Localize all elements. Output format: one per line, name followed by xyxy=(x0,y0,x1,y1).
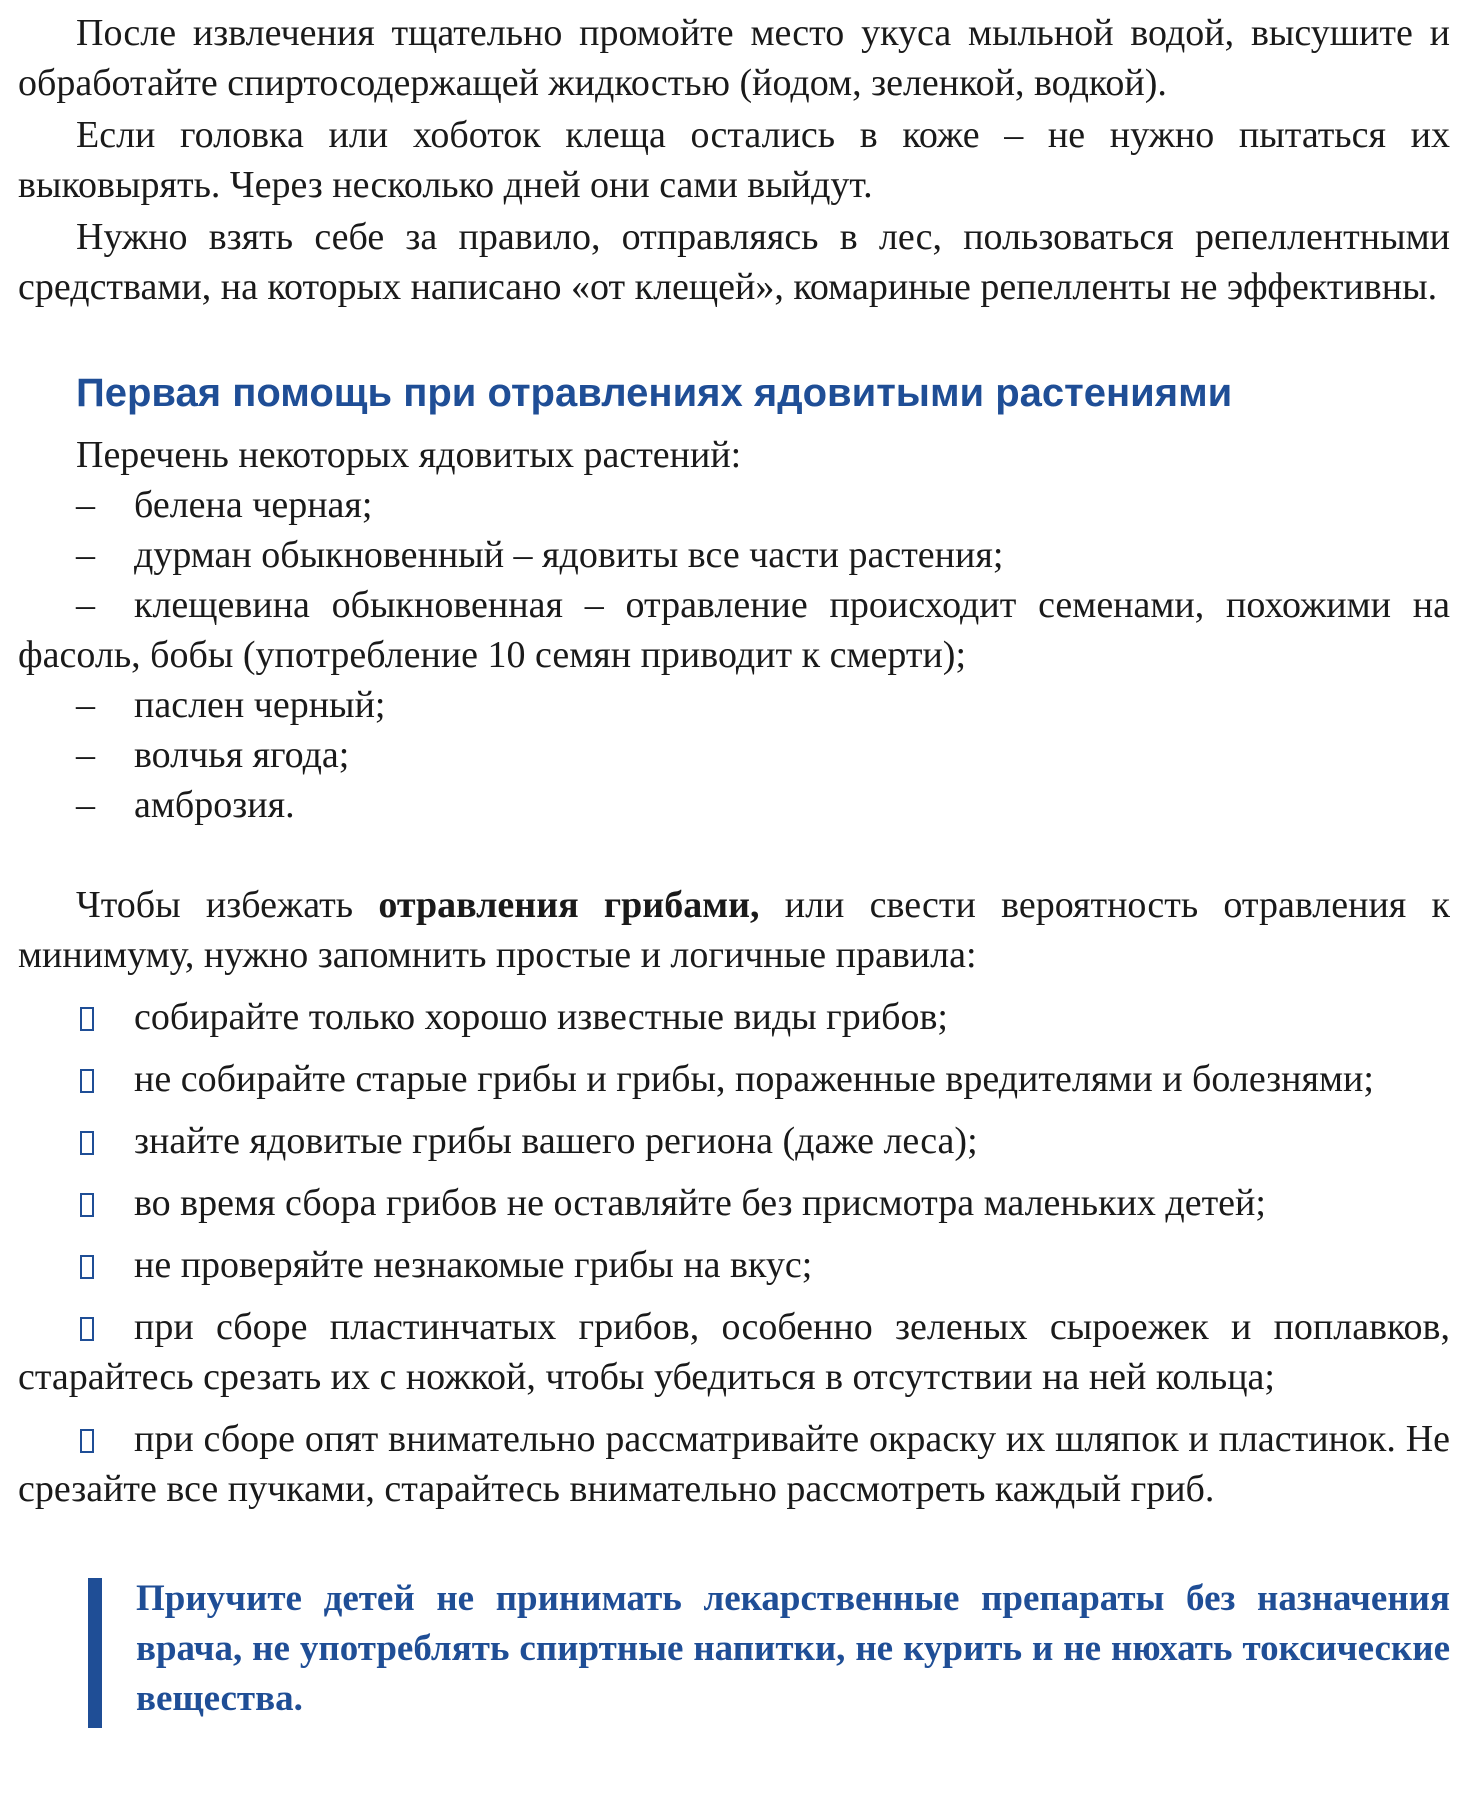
document-page xyxy=(18,8,1450,1724)
square-bullet-icon xyxy=(80,1007,94,1031)
plant-text: клещевина обыкновенная – отравление происходит семенами, похожими на фасоль, бобы (употребление 10 семян приводит к смерти); xyxy=(18,584,1450,676)
list-item xyxy=(18,730,1450,780)
rule-text: во время сбора грибов не оставляйте без присмотра маленьких детей; xyxy=(134,1182,1266,1224)
list-item xyxy=(18,1302,1450,1402)
paragraph-tick-head: Если головка или хоботок клеща остались в коже – не нужно пытаться их выковырять. Через несколько дней они сами выйдут. xyxy=(18,114,1450,206)
plant-text: амброзия. xyxy=(134,784,295,826)
square-bullet-icon xyxy=(80,1069,94,1093)
intro-text-before: Чтобы избежать xyxy=(76,884,379,926)
intro-text-bold: отравления грибами, xyxy=(378,884,760,926)
rule-text: знайте ядовитые грибы вашего региона (даже леса); xyxy=(134,1120,978,1162)
square-bullet-icon xyxy=(80,1317,94,1341)
list-item xyxy=(18,480,1450,530)
list-item xyxy=(18,992,1450,1042)
callout-text: Приучите детей не принимать лекарственные препараты без назначения врача, не употреблять спиртные напитки, не курить и не нюхать токсические вещества. xyxy=(136,1578,1450,1719)
plant-text: паслен черный; xyxy=(134,684,386,726)
square-bullet-icon xyxy=(80,1255,94,1279)
square-bullet-icon xyxy=(80,1429,94,1453)
list-item xyxy=(18,1414,1450,1514)
rule-text: при сборе опят внимательно рассматривайте окраску их шляпок и пластинок. Не срезайте все пучками, старайтесь внимательно рассмотреть каждый гриб. xyxy=(18,1418,1450,1510)
paragraph-repellents: Нужно взять себе за правило, отправляясь в лес, пользоваться репеллентными средствами, на которых написано «от клещей», комариные репелленты не эффективны. xyxy=(18,216,1450,308)
square-bullet-icon xyxy=(80,1193,94,1217)
list-item xyxy=(18,580,1450,680)
dash-marker: – xyxy=(76,734,95,776)
rule-text: при сборе пластинчатых грибов, особенно зеленых сыроежек и поплавков, старайтесь срезать их с ножкой, чтобы убедиться в отсутствии на ней кольца; xyxy=(18,1306,1450,1398)
dash-marker: – xyxy=(76,584,95,626)
plant-text: волчья ягода; xyxy=(134,734,350,776)
paragraph-wound-care: После извлечения тщательно промойте место укуса мыльной водой, высушите и обработайте спиртосодержащей жидкостью (йодом, зеленкой, водкой). xyxy=(18,12,1450,104)
rule-text: не собирайте старые грибы и грибы, пораженные вредителями и болезнями; xyxy=(134,1058,1374,1100)
square-bullet-icon xyxy=(80,1131,94,1155)
list-item xyxy=(18,1240,1450,1290)
list-item xyxy=(18,680,1450,730)
list-item xyxy=(18,1116,1450,1166)
dash-marker: – xyxy=(76,534,95,576)
mushroom-rules-intro xyxy=(18,880,1450,980)
mushroom-rules-list xyxy=(18,992,1450,1514)
list-item xyxy=(18,530,1450,580)
section-heading: Первая помощь при отравлениях ядовитыми растениями xyxy=(76,371,1233,415)
rule-text: собирайте только хорошо известные виды грибов; xyxy=(134,996,948,1038)
rule-text: не проверяйте незнакомые грибы на вкус; xyxy=(134,1244,813,1286)
list-item xyxy=(18,1054,1450,1104)
intro-text-after: или свести вероятность отравления к минимуму, нужно запомнить простые и логичные правила: xyxy=(18,884,1450,976)
callout-accent-bar xyxy=(88,1578,102,1728)
list-item xyxy=(18,780,1450,830)
plant-text: белена черная; xyxy=(134,484,373,526)
dash-marker: – xyxy=(76,784,95,826)
plants-list xyxy=(18,480,1450,830)
dash-marker: – xyxy=(76,484,95,526)
dash-marker: – xyxy=(76,684,95,726)
list-item xyxy=(18,1178,1450,1228)
callout-box xyxy=(88,1574,1450,1724)
plant-text: дурман обыкновенный – ядовиты все части растения; xyxy=(134,534,1004,576)
plants-list-intro: Перечень некоторых ядовитых растений: xyxy=(76,434,742,476)
